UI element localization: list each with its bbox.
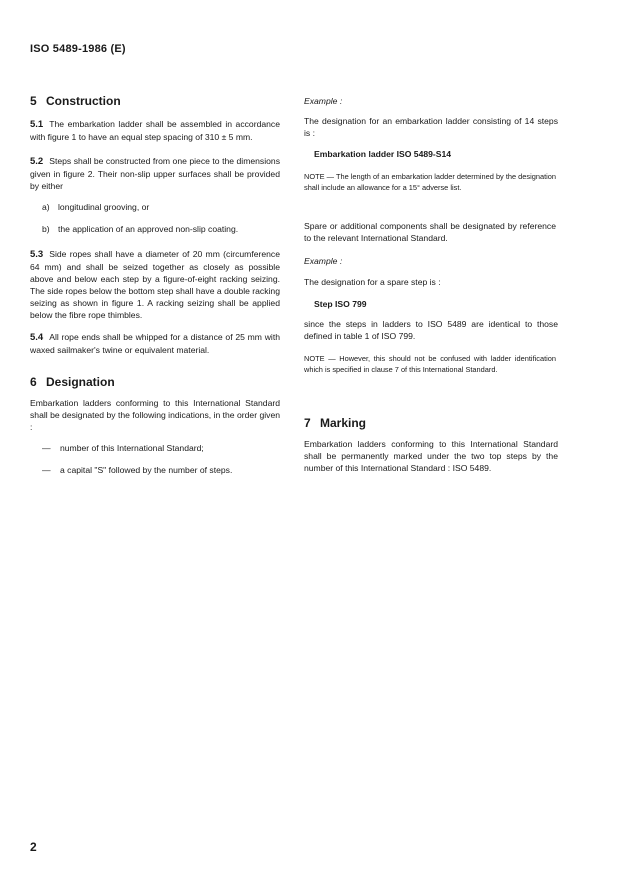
spare-components-text: Spare or additional components shall be designated by reference to the relevant International Standard. (304, 221, 556, 243)
example-2-label: Example : (304, 256, 343, 266)
clause-7-text: Embarkation ladders conforming to this International Standard shall be permanently marked under the two top steps by the number of this International Standard : ISO 5489. (304, 439, 558, 473)
example-2-designation: Step ISO 799 (314, 299, 367, 309)
clause-5-2: 5.2 Steps shall be constructed from one piece to the dimensions given in figure 2. Their non-slip upper surfaces shall be provided by either (30, 156, 280, 191)
clause-5-4: 5.4 All rope ends shall be whipped for a distance of 25 mm with waxed sailmaker's twine or equivalent material. (30, 332, 280, 355)
page-number: 2 (30, 840, 37, 854)
note-2: NOTE — However, this should not be confused with ladder identification which is specified in clause 7 of this International Standard. (304, 354, 556, 374)
example-1-designation: Embarkation ladder ISO 5489-S14 (314, 149, 452, 159)
example-1-text: The designation for an embarkation ladder consisting of 14 steps is : (304, 116, 558, 138)
example-1-label: Example : (304, 96, 343, 106)
section-6-heading: 6 Designation (30, 375, 115, 389)
section-7-heading: 7 Marking (304, 416, 367, 430)
since-text: since the steps in ladders to ISO 5489 are identical to those defined in table 1 of ISO 799. (304, 319, 558, 341)
section-5-heading: 5 Construction (30, 94, 121, 108)
note-1: NOTE — The length of an embarkation ladder determined by the designation shall include an allowance for a 15° adverse list. (304, 172, 556, 192)
clause-6-item-1: — number of this International Standard; (42, 443, 204, 453)
document-header: ISO 5489-1986 (E) (30, 43, 126, 55)
clause-5-3: 5.3 Side ropes shall have a diameter of 20 mm (circumference 64 mm) and shall be seized together as closely as possible above and below each step by a figure-of-eight racking seizing. The side ropes below the bottom step shall have a double racking seizing as shown in figure 1. A racking seizing shall be applied below the fibre rope thimbles. (30, 249, 280, 320)
clause-6-intro: Embarkation ladders conforming to this International Standard shall be designated by the following indications, in the order given : (30, 398, 280, 432)
clause-5-2-item-b: b) the application of an approved non-slip coating. (42, 224, 239, 234)
clause-5-2-item-a: a) longitudinal grooving, or (42, 202, 150, 212)
clause-6-item-2: — a capital "S" followed by the number of steps. (42, 465, 233, 475)
clause-5-1: 5.1 The embarkation ladder shall be assembled in accordance with figure 1 to have an equal step spacing of 310 ± 5 mm. (30, 119, 280, 142)
example-2-text: The designation for a spare step is : (304, 277, 441, 287)
